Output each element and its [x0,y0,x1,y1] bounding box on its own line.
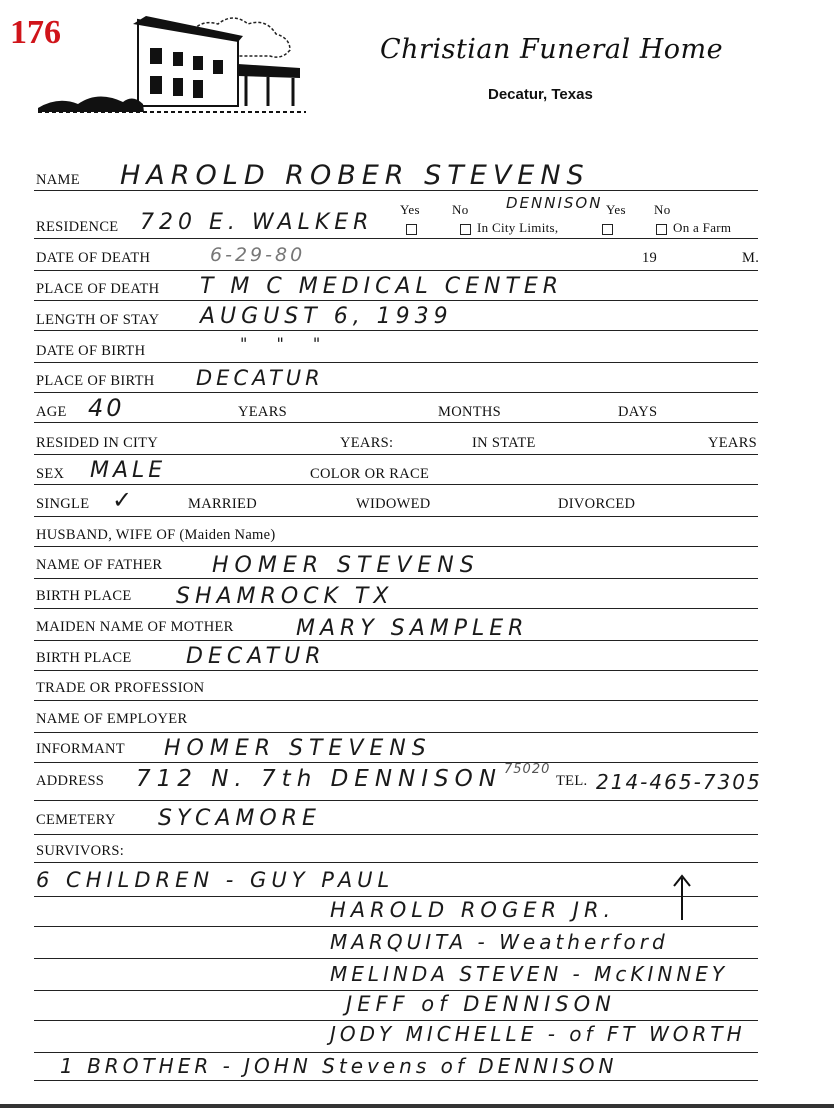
value-place-of-birth: DECATUR [196,366,324,390]
label-birth-place-father: BIRTH PLACE [36,588,132,604]
label-name: NAME [36,172,80,188]
value-age: 40 [88,394,125,422]
label-in-state: IN STATE [472,435,536,451]
checkbox-farm-no[interactable] [656,220,731,236]
form-line [34,896,758,897]
label-place-of-birth: PLACE OF BIRTH [36,373,155,389]
label-date-of-birth: DATE OF BIRTH [36,343,146,359]
label-husband-wife-of: HUSBAND, WIFE OF (Maiden Name) [36,527,276,543]
value-residence: 720 E. WALKER [140,210,374,235]
label-resided-in-city: RESIDED IN CITY [36,435,159,451]
form-line [34,516,758,517]
form-line [34,330,758,331]
form-line [34,732,758,733]
firm-name: Christian Funeral Home [380,34,724,65]
label-name-of-employer: NAME OF EMPLOYER [36,711,188,727]
form-line [34,578,758,579]
label-single: SINGLE [36,496,90,512]
label-maiden-name-of-mother: MAIDEN NAME OF MOTHER [36,619,234,635]
form-line [34,484,758,485]
form-line [34,670,758,671]
form-line [34,362,758,363]
up-arrow-icon [666,872,706,922]
label-name-of-father: NAME OF FATHER [36,557,163,573]
funeral-home-building-logo [38,8,306,122]
label-years-2: YEARS [708,435,758,451]
label-yes-1: Yes [400,202,420,217]
checkbox-city-no[interactable] [460,220,558,236]
form-line [34,270,758,271]
label-days: DAYS [618,404,658,420]
label-married: MARRIED [188,496,257,512]
label-no-1: No [452,202,469,217]
label-cemetery: CEMETERY [36,812,116,828]
value-tel: 214-465-7305 [596,770,762,794]
survivor-line: HAROLD ROGER JR. [330,898,616,922]
label-residence: RESIDENCE [36,219,119,235]
checkbox-city-yes[interactable] [406,220,423,236]
label-no-2: No [654,202,671,217]
value-father-birth-place: SHAMROCK TX [176,584,394,609]
label-birth-place-mother: BIRTH PLACE [36,650,132,666]
label-year-prefix: 19 [642,250,658,266]
label-tel: TEL. [556,773,588,789]
label-color-or-race: COLOR OR RACE [310,466,430,482]
value-name: HAROLD ROBER STEVENS [120,160,590,191]
label-address: ADDRESS [36,773,105,789]
form-line [34,1020,758,1021]
label-widowed: WIDOWED [356,496,431,512]
label-age: AGE [36,404,67,420]
label-survivors: SURVIVORS: [36,843,125,859]
survivor-line: MELINDA STEVEN - McKINNEY [330,962,729,986]
form-line [34,926,758,927]
value-sex: MALE [90,458,167,483]
label-date-of-death: DATE OF DEATH [36,250,151,266]
value-father: HOMER STEVENS [212,553,480,578]
value-informant: HOMER STEVENS [164,736,432,761]
form-line [34,1052,758,1053]
label-years: YEARS [238,404,288,420]
label-informant: INFORMANT [36,741,125,757]
form-line [34,546,758,547]
survivor-line: 1 BROTHER - JOHN Stevens of DENNISON [60,1054,618,1078]
label-years-colon: YEARS: [340,435,394,451]
form-line [34,862,758,863]
label-sex: SEX [36,466,65,482]
form-line [34,990,758,991]
label-in-city-limits: In City Limits, [477,220,559,235]
value-date-of-death: 6-29-80 [210,244,306,266]
label-place-of-death: PLACE OF DEATH [36,281,160,297]
form-line [34,800,758,801]
label-meridiem: M. [742,250,760,266]
survivor-line: 6 CHILDREN - GUY PAUL [36,868,395,892]
value-zip: 75020 [504,762,551,777]
value-place-of-death: T M C MEDICAL CENTER [200,274,564,299]
value-mother-birth-place: DECATUR [186,644,326,669]
form-line [34,762,758,763]
form-line [34,700,758,701]
survivor-line: JEFF of DENNISON [346,992,616,1016]
label-length-of-stay: LENGTH OF STAY [36,312,160,328]
form-line [34,958,758,959]
survivor-line: MARQUITA - Weatherford [330,930,669,954]
value-address: 712 N. 7th DENNISON [136,766,502,792]
form-line [34,238,758,239]
value-date-of-birth: " " " [240,334,333,353]
label-trade-or-profession: TRADE OR PROFESSION [36,680,205,696]
label-yes-2: Yes [606,202,626,217]
label-months: MONTHS [438,404,502,420]
page-bottom-edge [0,1104,834,1108]
label-divorced: DIVORCED [558,496,636,512]
form-line [34,392,758,393]
form-line [34,454,758,455]
value-residence-city: DENNISON [506,194,603,212]
label-on-a-farm: On a Farm [673,220,732,235]
form-line [34,300,758,301]
value-mother: MARY SAMPLER [296,616,529,641]
form-line [34,1080,758,1081]
value-cemetery: SYCAMORE [158,806,321,831]
form-line [34,608,758,609]
single-check-mark: ✓ [112,486,136,514]
survivor-line: JODY MICHELLE - of FT WORTH [330,1022,746,1046]
checkbox-farm-yes[interactable] [602,220,619,236]
page-number: 176 [10,14,61,51]
form-line [34,422,758,423]
form-line [34,834,758,835]
firm-location: Decatur, Texas [488,86,593,103]
value-length-of-stay: AUGUST 6, 1939 [200,304,453,329]
